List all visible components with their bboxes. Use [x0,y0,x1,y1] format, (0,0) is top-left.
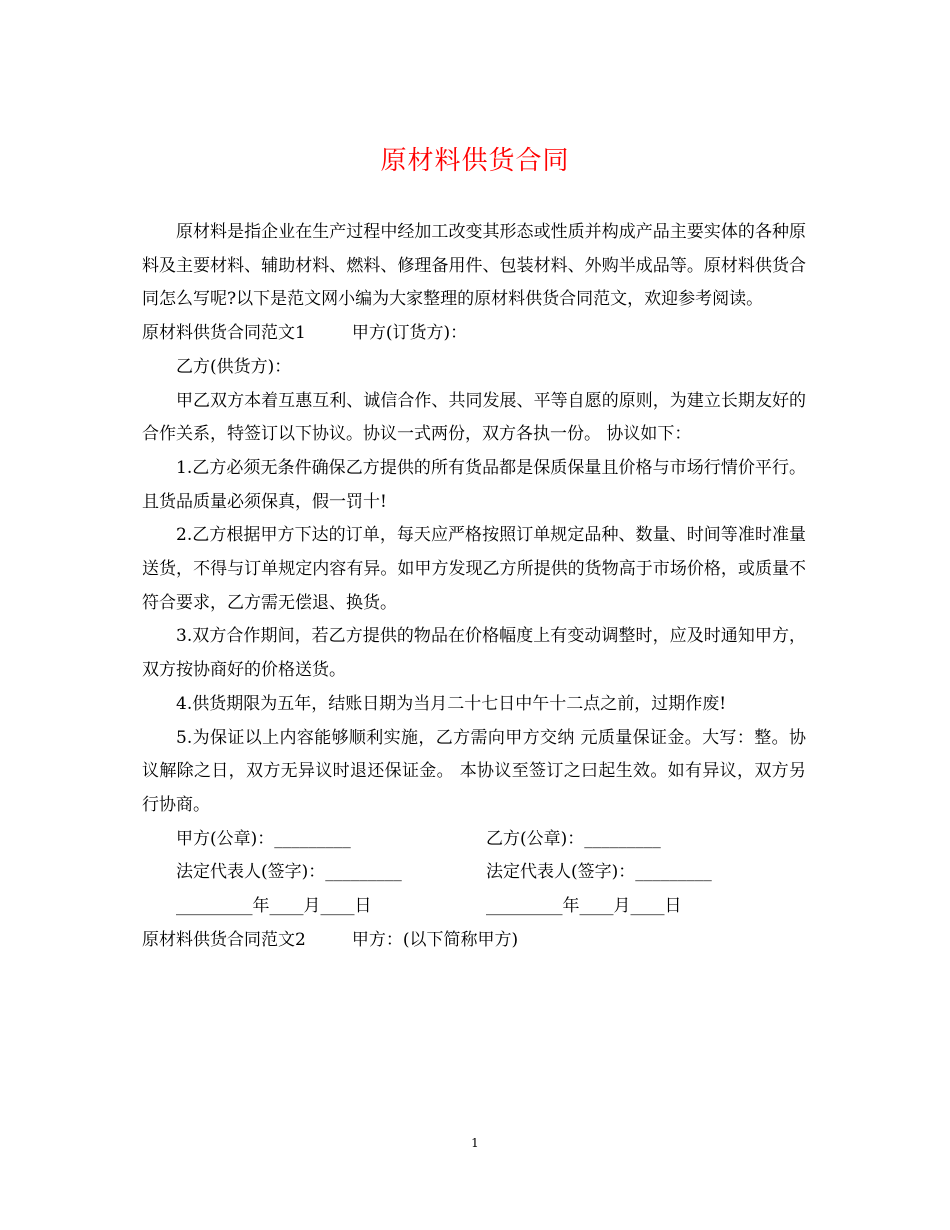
signature-rep-row [142,856,806,890]
signature-date-row [142,890,806,924]
party-b-representative: 法定代表人(签字)：_________ [486,862,712,883]
sample1-heading: 原材料供货合同范文1 [142,323,306,344]
clause-5: 5.为保证以上内容能够顺利实施，乙方需向甲方交纳 元质量保证金。大写：整。协议解除之日，双方无异议时退还保证金。 本协议至签订之曰起生效。如有异议，双方另行协商。 [142,727,806,815]
clause-1: 1.乙方必须无条件确保乙方提供的所有货品都是保质保量且价格与市场行情价平行。且货品质量必须保真，假一罚十! [142,457,806,512]
party-a-order-label: 甲方(订货方)： [351,323,468,344]
party-a-representative: 法定代表人(签字)：_________ [176,862,402,883]
preamble-paragraph: 甲乙双方本着互惠互利、诚信合作、共同发展、平等自愿的原则，为建立长期友好的合作关系，特签订以下协议。协议一式两份，双方各执一份。 协议如下： [142,390,806,445]
clause-3: 3.双方合作期间，若乙方提供的物品在价格幅度上有变动调整时，应及时通知甲方，双方按协商好的价格送货。 [142,626,806,681]
sample1-heading-line [142,317,806,351]
sample2-party-a: 甲方：(以下简称甲方) [351,929,519,950]
party-a-date: _________年____月____日 [176,896,372,917]
intro-paragraph: 原材料是指企业在生产过程中经加工改变其形态或性质并构成产品主要实体的各种原料及主要材料、辅助材料、燃料、修理备用件、包装材料、外购半成品等。原材料供货合同怎么写呢?以下是范文网小编为大家整理的原材料供货合同范文，欢迎参考阅读。 [142,222,806,310]
sample2-heading: 原材料供货合同范文2 [142,929,306,950]
sample2-heading-line [142,924,806,958]
party-b-date: _________年____月____日 [486,896,682,917]
document-body [142,216,806,957]
clause-4: 4.供货期限为五年，结账日期为当月二十七日中午十二点之前，过期作废! [176,693,727,714]
document-title: 原材料供货合同 [380,146,570,176]
party-a-seal: 甲方(公章)：_________ [176,828,351,849]
clause-2: 2.乙方根据甲方下达的订单，每天应严格按照订单规定品种、数量、时间等准时准量送货，不得与订单规定内容有异。如甲方发现乙方所提供的货物高于市场价格，或质量不符合要求，乙方需无偿退、换货。 [142,525,806,613]
signature-seal-row [142,823,806,857]
party-b-supply-label: 乙方(供货方)： [176,356,292,377]
page-number: 1 [471,1136,479,1150]
party-b-seal: 乙方(公章)：_________ [486,828,661,849]
